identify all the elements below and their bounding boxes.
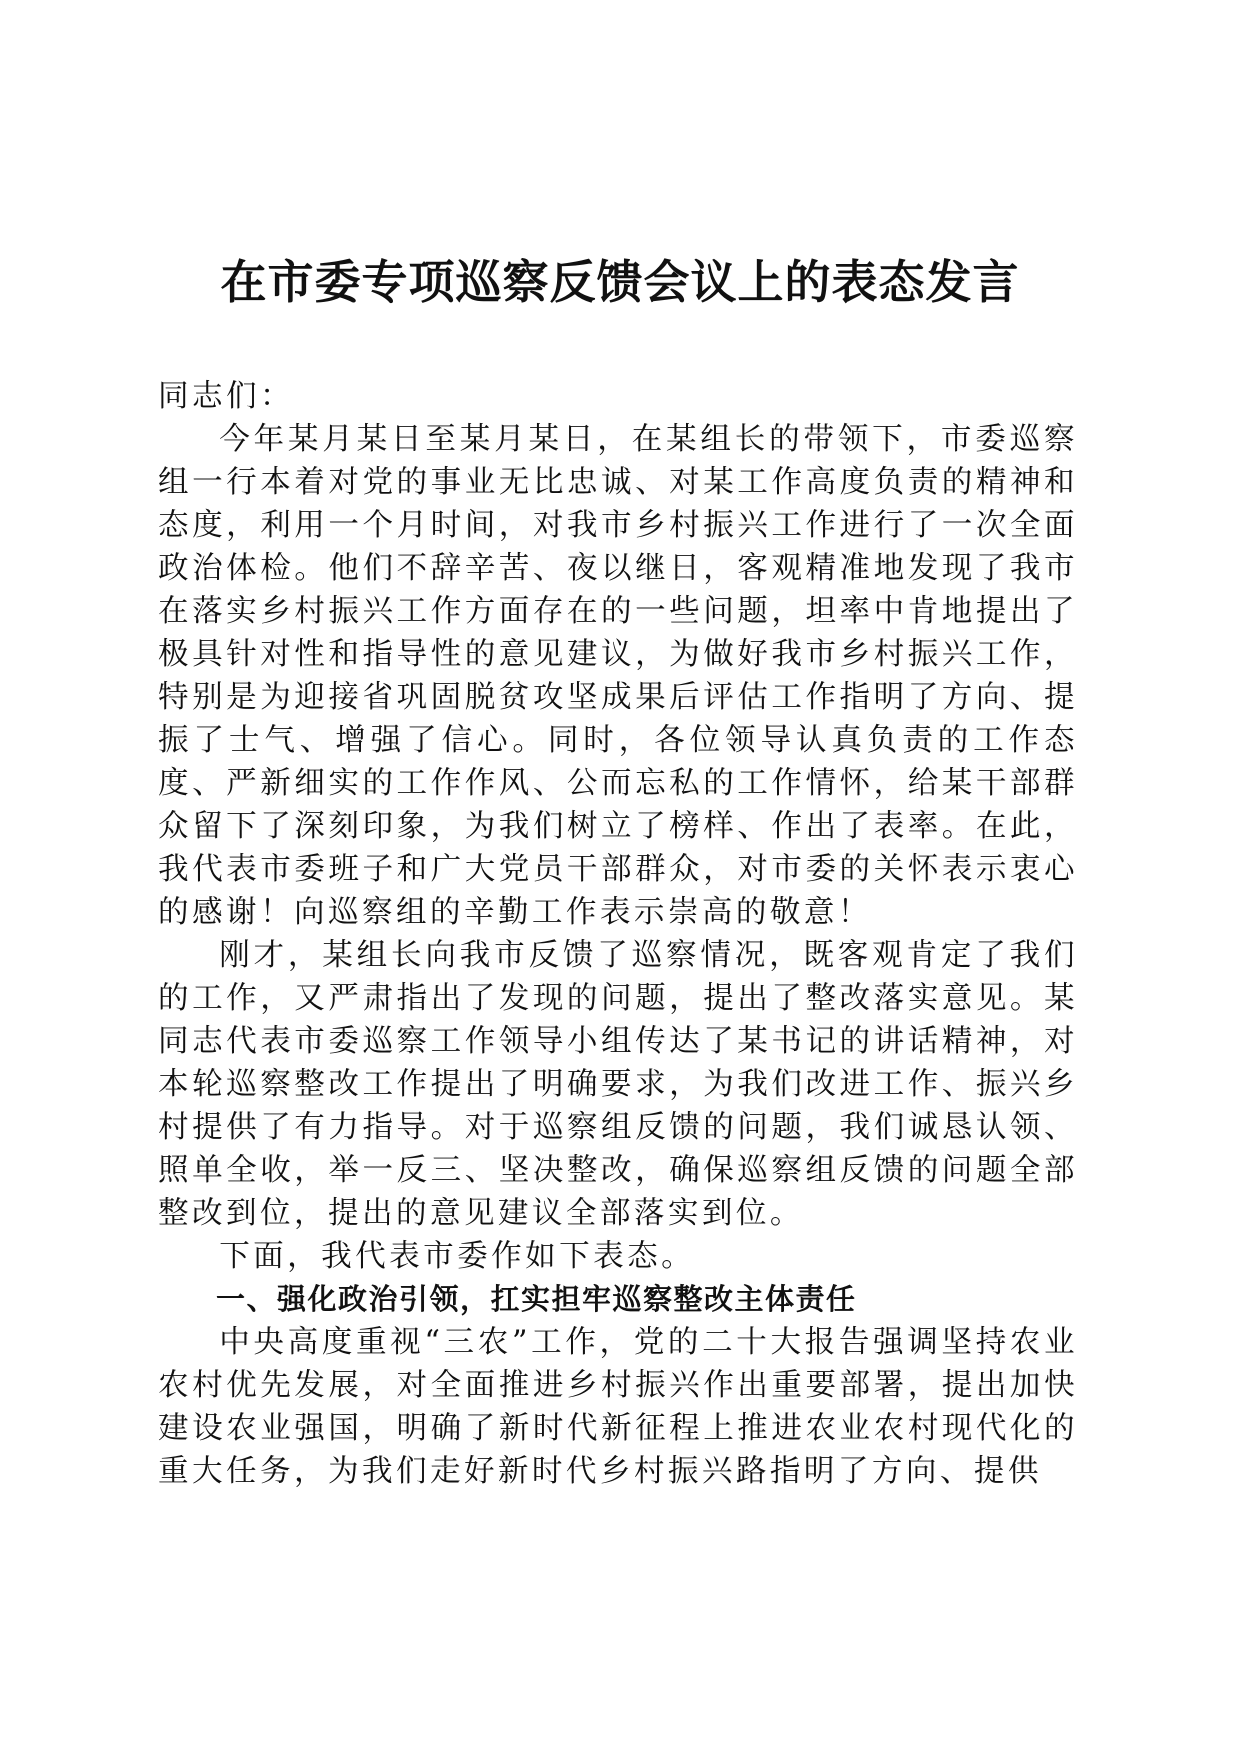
paragraph-feedback: 刚才，某组长向我市反馈了巡察情况，既客观肯定了我们的工作，又严肃指出了发现的问题，提出了整改落实意见。某同志代表市委巡察工作领导小组传达了某书记的讲话精神，对本轮巡察整改工作提出了明确要求，为我们改进工作、振兴乡村提供了有力指导。对于巡察组反馈的问题，我们诚恳认领、照单全收，举一反三、坚决整改，确保巡察组反馈的问题全部整改到位，提出的意见建议全部落实到位。 [158, 938, 1078, 1231]
paragraph-thanks: 今年某月某日至某月某日，在某组长的带领下，市委巡察组一行本着对党的事业无比忠诚、对某工作高度负责的精神和态度，利用一个月时间，对我市乡村振兴工作进行了一次全面政治体检。他们不辞辛苦、夜以继日，客观精准地发现了我市在落实乡村振兴工作方面存在的一些问题，坦率中肯地提出了极具针对性和指导性的意见建议，为做好我市乡村振兴工作，特别是为迎接省巩固脱贫攻坚成果后评估工作指明了方向、提振了士气、增强了信心。同时，各位领导认真负责的工作态度、严新细实的工作作风、公而忘私的工作情怀，给某干部群众留下了深刻印象，为我们树立了榜样、作出了表率。在此，我代表市委班子和广大党员干部群众，对市委的关怀表示衷心的感谢！向巡察组的辛勤工作表示崇高的敬意！ [158, 422, 1078, 930]
salutation: 同志们： [158, 379, 294, 414]
document-title: 在市委专项巡察反馈会议上的表态发言 [220, 255, 1020, 309]
document-body [158, 375, 1078, 1493]
section-1-paragraph: 中央高度重视“三农”工作，党的二十大报告强调坚持农业农村优先发展，对全面推进乡村振兴作出重要部署，提出加快建设农业强国，明确了新时代新征程上推进农业农村现代化的重大任务，为我们走好新时代乡村振兴路指明了方向、提供 [158, 1325, 1078, 1489]
paragraph-statement-intro: 下面，我代表市委作如下表态。 [219, 1239, 696, 1274]
section-heading-1: 一、强化政治引领，扛实担牢巡察整改主体责任 [216, 1282, 857, 1316]
